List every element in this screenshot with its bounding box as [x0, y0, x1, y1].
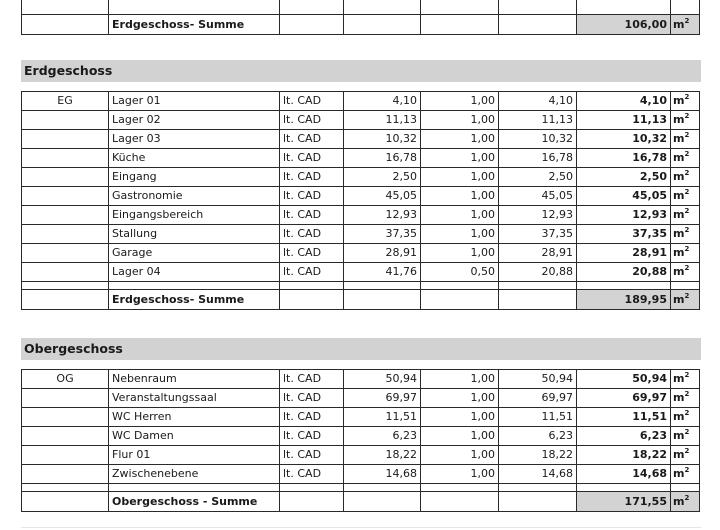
- factor: 1,00: [421, 465, 499, 484]
- total: 50,94: [577, 370, 671, 389]
- summary-row: [22, 15, 700, 35]
- section-header-erdgeschoss: Erdgeschoss: [21, 60, 701, 82]
- summary-row: [22, 492, 700, 512]
- table-row: [22, 446, 700, 465]
- source: lt. CAD: [280, 168, 344, 187]
- table-row: [22, 0, 700, 15]
- source: lt. CAD: [280, 187, 344, 206]
- factor: 0,50: [421, 263, 499, 282]
- area: 18,22: [344, 446, 421, 465]
- unit-cell: $m^2$: [671, 389, 700, 408]
- source: lt. CAD: [280, 446, 344, 465]
- unit-cell: $m^2$: [671, 225, 700, 244]
- room-name: Garage: [109, 244, 280, 263]
- result: 2,50: [499, 168, 577, 187]
- source: lt. CAD: [280, 465, 344, 484]
- result: 11,13: [499, 111, 577, 130]
- table-row: [22, 244, 700, 263]
- table-row: [22, 465, 700, 484]
- result: 11,51: [499, 408, 577, 427]
- summary-label: Obergeschoss - Summe: [109, 492, 280, 512]
- obergeschoss-table: [21, 369, 700, 512]
- area: 28,91: [344, 244, 421, 263]
- summary-value: 171,55: [577, 492, 671, 512]
- room-name: Lager 01: [109, 92, 280, 111]
- factor: 1,00: [421, 408, 499, 427]
- total: 16,78: [577, 149, 671, 168]
- result: 10,32: [499, 130, 577, 149]
- divider: [21, 527, 701, 528]
- table-row: [22, 389, 700, 408]
- table-row: [22, 149, 700, 168]
- area: 12,93: [344, 206, 421, 225]
- total: 37,35: [577, 225, 671, 244]
- source: lt. CAD: [280, 427, 344, 446]
- area: 45,05: [344, 187, 421, 206]
- factor: 1,00: [421, 168, 499, 187]
- source: lt. CAD: [280, 111, 344, 130]
- unit-cell: $m^2$: [671, 370, 700, 389]
- previous-section-table: [21, 0, 700, 35]
- table-row: [22, 263, 700, 282]
- room-name: Flur 01: [109, 446, 280, 465]
- factor: 1,00: [421, 389, 499, 408]
- area: 11,51: [344, 408, 421, 427]
- room-name: Lager 03: [109, 130, 280, 149]
- area: 2,50: [344, 168, 421, 187]
- source: lt. CAD: [280, 130, 344, 149]
- table-row: [22, 168, 700, 187]
- area: 11,13: [344, 111, 421, 130]
- table-row: [22, 427, 700, 446]
- summary-label: Erdgeschoss- Summe: [109, 290, 280, 310]
- result: 20,88: [499, 263, 577, 282]
- result: 18,22: [499, 446, 577, 465]
- result: 14,68: [499, 465, 577, 484]
- room-name: WC Herren: [109, 408, 280, 427]
- spacer-row: [22, 484, 700, 492]
- total: 20,88: [577, 263, 671, 282]
- area: 10,32: [344, 130, 421, 149]
- table-row: [22, 111, 700, 130]
- unit-cell: $m^2$: [671, 408, 700, 427]
- source: lt. CAD: [280, 149, 344, 168]
- total: 11,13: [577, 111, 671, 130]
- source: lt. CAD: [280, 263, 344, 282]
- area: 4,10: [344, 92, 421, 111]
- area: 37,35: [344, 225, 421, 244]
- unit-cell: $m^2$: [671, 92, 700, 111]
- area: 41,76: [344, 263, 421, 282]
- unit-cell: $m^2$: [671, 149, 700, 168]
- summary-value: 106,00: [577, 15, 671, 35]
- room-name: Küche: [109, 149, 280, 168]
- factor: 1,00: [421, 130, 499, 149]
- spacer-row: [22, 282, 700, 290]
- table-row: [22, 206, 700, 225]
- table-row: [22, 225, 700, 244]
- area: 50,94: [344, 370, 421, 389]
- total: 45,05: [577, 187, 671, 206]
- unit-cell: $m^2$: [671, 130, 700, 149]
- result: 4,10: [499, 92, 577, 111]
- source: lt. CAD: [280, 92, 344, 111]
- table-row: [22, 187, 700, 206]
- summary-label: Erdgeschoss- Summe: [109, 15, 280, 35]
- total: 28,91: [577, 244, 671, 263]
- table-row: [22, 370, 700, 389]
- result: 28,91: [499, 244, 577, 263]
- factor: 1,00: [421, 427, 499, 446]
- total: 11,51: [577, 408, 671, 427]
- factor: 1,00: [421, 92, 499, 111]
- result: 50,94: [499, 370, 577, 389]
- total: 10,32: [577, 130, 671, 149]
- unit-cell: $m^2$: [671, 446, 700, 465]
- source: lt. CAD: [280, 370, 344, 389]
- unit-cell: $m^2$: [671, 15, 700, 35]
- unit-cell: $m^2$: [671, 492, 700, 512]
- total: 69,97: [577, 389, 671, 408]
- factor: 1,00: [421, 225, 499, 244]
- result: 6,23: [499, 427, 577, 446]
- section-header-obergeschoss: Obergeschoss: [21, 338, 701, 360]
- summary-row: [22, 290, 700, 310]
- room-name: Eingang: [109, 168, 280, 187]
- table-row: [22, 130, 700, 149]
- room-name: Eingangsbereich: [109, 206, 280, 225]
- unit-cell: $m^2$: [671, 168, 700, 187]
- factor: 1,00: [421, 111, 499, 130]
- room-name: Zwischenebene: [109, 465, 280, 484]
- floor-code: EG: [22, 92, 109, 111]
- area: 69,97: [344, 389, 421, 408]
- factor: 1,00: [421, 206, 499, 225]
- total: 6,23: [577, 427, 671, 446]
- erdgeschoss-table: [21, 91, 700, 310]
- unit-cell: $m^2$: [671, 263, 700, 282]
- result: 12,93: [499, 206, 577, 225]
- room-name: WC Damen: [109, 427, 280, 446]
- room-name: Stallung: [109, 225, 280, 244]
- result: 37,35: [499, 225, 577, 244]
- room-name: Lager 02: [109, 111, 280, 130]
- table-row: [22, 408, 700, 427]
- unit-cell: $m^2$: [671, 465, 700, 484]
- floor-code: OG: [22, 370, 109, 389]
- area: 14,68: [344, 465, 421, 484]
- total: 18,22: [577, 446, 671, 465]
- result: 45,05: [499, 187, 577, 206]
- factor: 1,00: [421, 149, 499, 168]
- total: 12,93: [577, 206, 671, 225]
- total: 14,68: [577, 465, 671, 484]
- source: lt. CAD: [280, 225, 344, 244]
- summary-value: 189,95: [577, 290, 671, 310]
- room-name: Lager 04: [109, 263, 280, 282]
- area: 16,78: [344, 149, 421, 168]
- room-name: Nebenraum: [109, 370, 280, 389]
- source: lt. CAD: [280, 389, 344, 408]
- source: lt. CAD: [280, 244, 344, 263]
- area: 6,23: [344, 427, 421, 446]
- factor: 1,00: [421, 187, 499, 206]
- unit-cell: $m^2$: [671, 290, 700, 310]
- factor: 1,00: [421, 370, 499, 389]
- source: lt. CAD: [280, 206, 344, 225]
- room-name: Gastronomie: [109, 187, 280, 206]
- unit-cell: $m^2$: [671, 244, 700, 263]
- unit-cell: $m^2$: [671, 111, 700, 130]
- source: lt. CAD: [280, 408, 344, 427]
- total: 2,50: [577, 168, 671, 187]
- result: 16,78: [499, 149, 577, 168]
- table-row: [22, 92, 700, 111]
- result: 69,97: [499, 389, 577, 408]
- total: 4,10: [577, 92, 671, 111]
- unit-cell: $m^2$: [671, 187, 700, 206]
- unit-cell: $m^2$: [671, 206, 700, 225]
- factor: 1,00: [421, 446, 499, 465]
- factor: 1,00: [421, 244, 499, 263]
- unit-cell: $m^2$: [671, 427, 700, 446]
- room-name: Veranstaltungssaal: [109, 389, 280, 408]
